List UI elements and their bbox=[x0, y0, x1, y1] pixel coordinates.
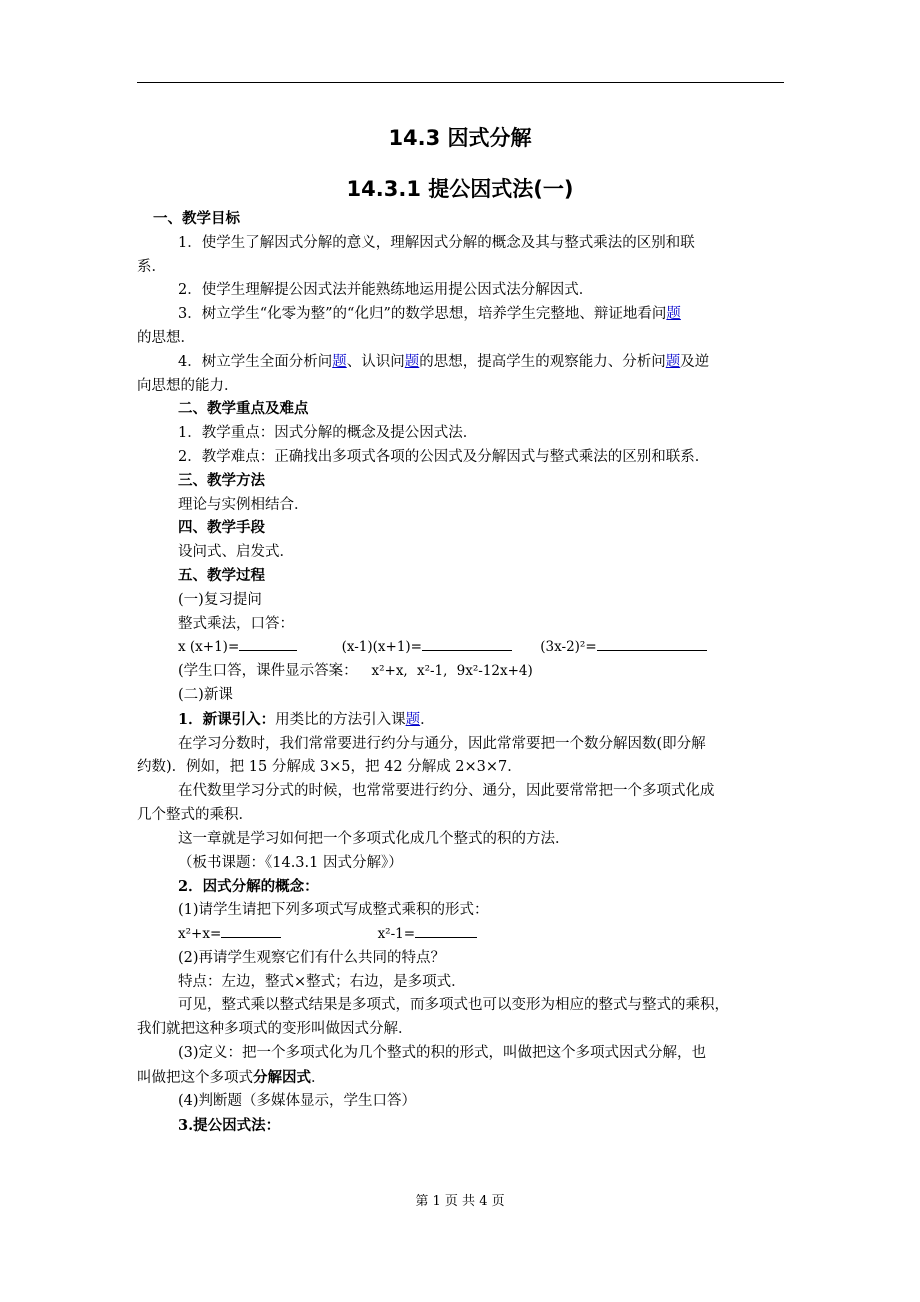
answer-blank bbox=[415, 923, 477, 938]
paragraph-cont: 几个整式的乘积． bbox=[137, 806, 253, 823]
page-footer: 第 1 页 共 4 页 bbox=[415, 1194, 505, 1209]
page-subtitle: 14.3.1 提公因式法(一) bbox=[346, 177, 574, 201]
key-point-2: 2．教学难点：正确找出多项式各项的公因式及分解因式与整式乘法的区别和联系． bbox=[178, 448, 710, 465]
link-ti[interactable]: 题 bbox=[666, 306, 681, 323]
link-ti[interactable]: 题 bbox=[665, 353, 681, 370]
objective-4: 4．树立学生全面分析问题、认识问题的思想，提高学生的观察能力、分析问题及逆 bbox=[178, 353, 710, 370]
common-factor-heading: 3.提公因式法： bbox=[178, 1117, 281, 1135]
paragraph: 在学习分数时，我们常常要进行约分与通分，因此常常要把一个数分解因数(即分解 bbox=[178, 735, 706, 752]
paragraph: 在代数里学习分式的时候，也常常要进行约分、通分，因此要常常把一个多项式化成 bbox=[178, 783, 715, 800]
definition: (3)定义：把一个多项式化为几个整式的积的形式，叫做把这个多项式因式分解，也 bbox=[178, 1044, 707, 1061]
question-4: (4)判断题（多媒体显示，学生口答） bbox=[178, 1093, 417, 1110]
objective-3: 3．树立学生“化零为整”的“化归”的数学思想，培养学生完整地、辩证地看问题 bbox=[178, 306, 681, 323]
document-body bbox=[137, 208, 787, 1138]
objective-1: 1．使学生了解因式分解的意义，理解因式分解的概念及其与整式乘法的区别和联 bbox=[178, 234, 695, 251]
means-text: 设问式、启发式． bbox=[178, 544, 294, 561]
question-1: (1)请学生请把下列多项式写成整式乘积的形式： bbox=[178, 902, 489, 919]
expr-2: (x-1)(x+1)= bbox=[341, 639, 422, 656]
objective-1-cont: 系． bbox=[137, 258, 166, 275]
header-rule bbox=[137, 82, 784, 83]
paragraph-cont: 我们就把这种多项式的变形叫做因式分解． bbox=[137, 1021, 413, 1038]
factor-row bbox=[137, 923, 787, 947]
answer-blank bbox=[239, 636, 297, 651]
answer-row: (学生口答，课件显示答案： x²+x, x²-1, 9x²-12x+4) bbox=[178, 663, 533, 680]
answer-blank bbox=[597, 636, 707, 651]
section-heading-process: 五、教学过程 bbox=[178, 567, 265, 584]
link-ti[interactable]: 题 bbox=[405, 711, 421, 728]
section-heading-key-points: 二、教学重点及难点 bbox=[178, 401, 309, 418]
question-2: (2)再请学生观察它们有什么共同的特点？ bbox=[178, 949, 446, 966]
answer-blank bbox=[422, 636, 512, 651]
section-heading-method: 三、教学方法 bbox=[178, 472, 265, 489]
key-point-1: 1．教学重点：因式分解的概念及提公因式法． bbox=[178, 425, 478, 442]
link-ti[interactable]: 题 bbox=[404, 353, 420, 370]
definition-cont: 叫做把这个多项式分解因式． bbox=[137, 1068, 326, 1086]
factor-expr-2: x²-1= bbox=[377, 925, 416, 942]
paragraph-cont: 约数)．例如，把 15 分解成 3×5，把 42 分解成 2×3×7． bbox=[137, 759, 522, 776]
feature-text: 特点：左边，整式×整式；右边，是多项式． bbox=[178, 973, 466, 990]
answer-blank bbox=[221, 923, 281, 938]
section-heading-means: 四、教学手段 bbox=[178, 520, 265, 537]
objective-4-cont: 向思想的能力． bbox=[137, 377, 239, 394]
factor-expr-1: x²+x= bbox=[178, 925, 222, 942]
oral-prompt: 整式乘法，口答： bbox=[178, 615, 294, 632]
paragraph: 这一章就是学习如何把一个多项式化成几个整式的积的方法． bbox=[178, 830, 570, 847]
objective-3-cont: 的思想． bbox=[137, 329, 195, 346]
new-lesson-heading: (二)新课 bbox=[178, 686, 233, 703]
concept-heading: 2．因式分解的概念： bbox=[178, 878, 319, 896]
section-heading-objectives: 一、教学目标 bbox=[153, 211, 240, 227]
objective-2: 2．使学生理解提公因式法并能熟练地运用提公因式法分解因式． bbox=[178, 282, 594, 299]
paragraph: 可见，整式乘以整式结果是多项式，而多项式也可以变形为相应的整式与整式的乘积， bbox=[178, 997, 729, 1014]
expr-3: (3x-2)²= bbox=[540, 639, 597, 656]
board-note: （板书课题：《14.3.1 因式分解》） bbox=[178, 854, 403, 871]
expr-1: x (x+1)= bbox=[178, 639, 240, 656]
method-text: 理论与实例相结合． bbox=[178, 496, 309, 513]
expression-row bbox=[137, 636, 787, 660]
intro-paragraph: 1．新课引入：用类比的方法引入课题． bbox=[178, 710, 435, 728]
review-heading: (一)复习提问 bbox=[178, 591, 262, 608]
link-ti[interactable]: 题 bbox=[332, 353, 347, 370]
page-title: 14.3 因式分解 bbox=[388, 126, 532, 150]
